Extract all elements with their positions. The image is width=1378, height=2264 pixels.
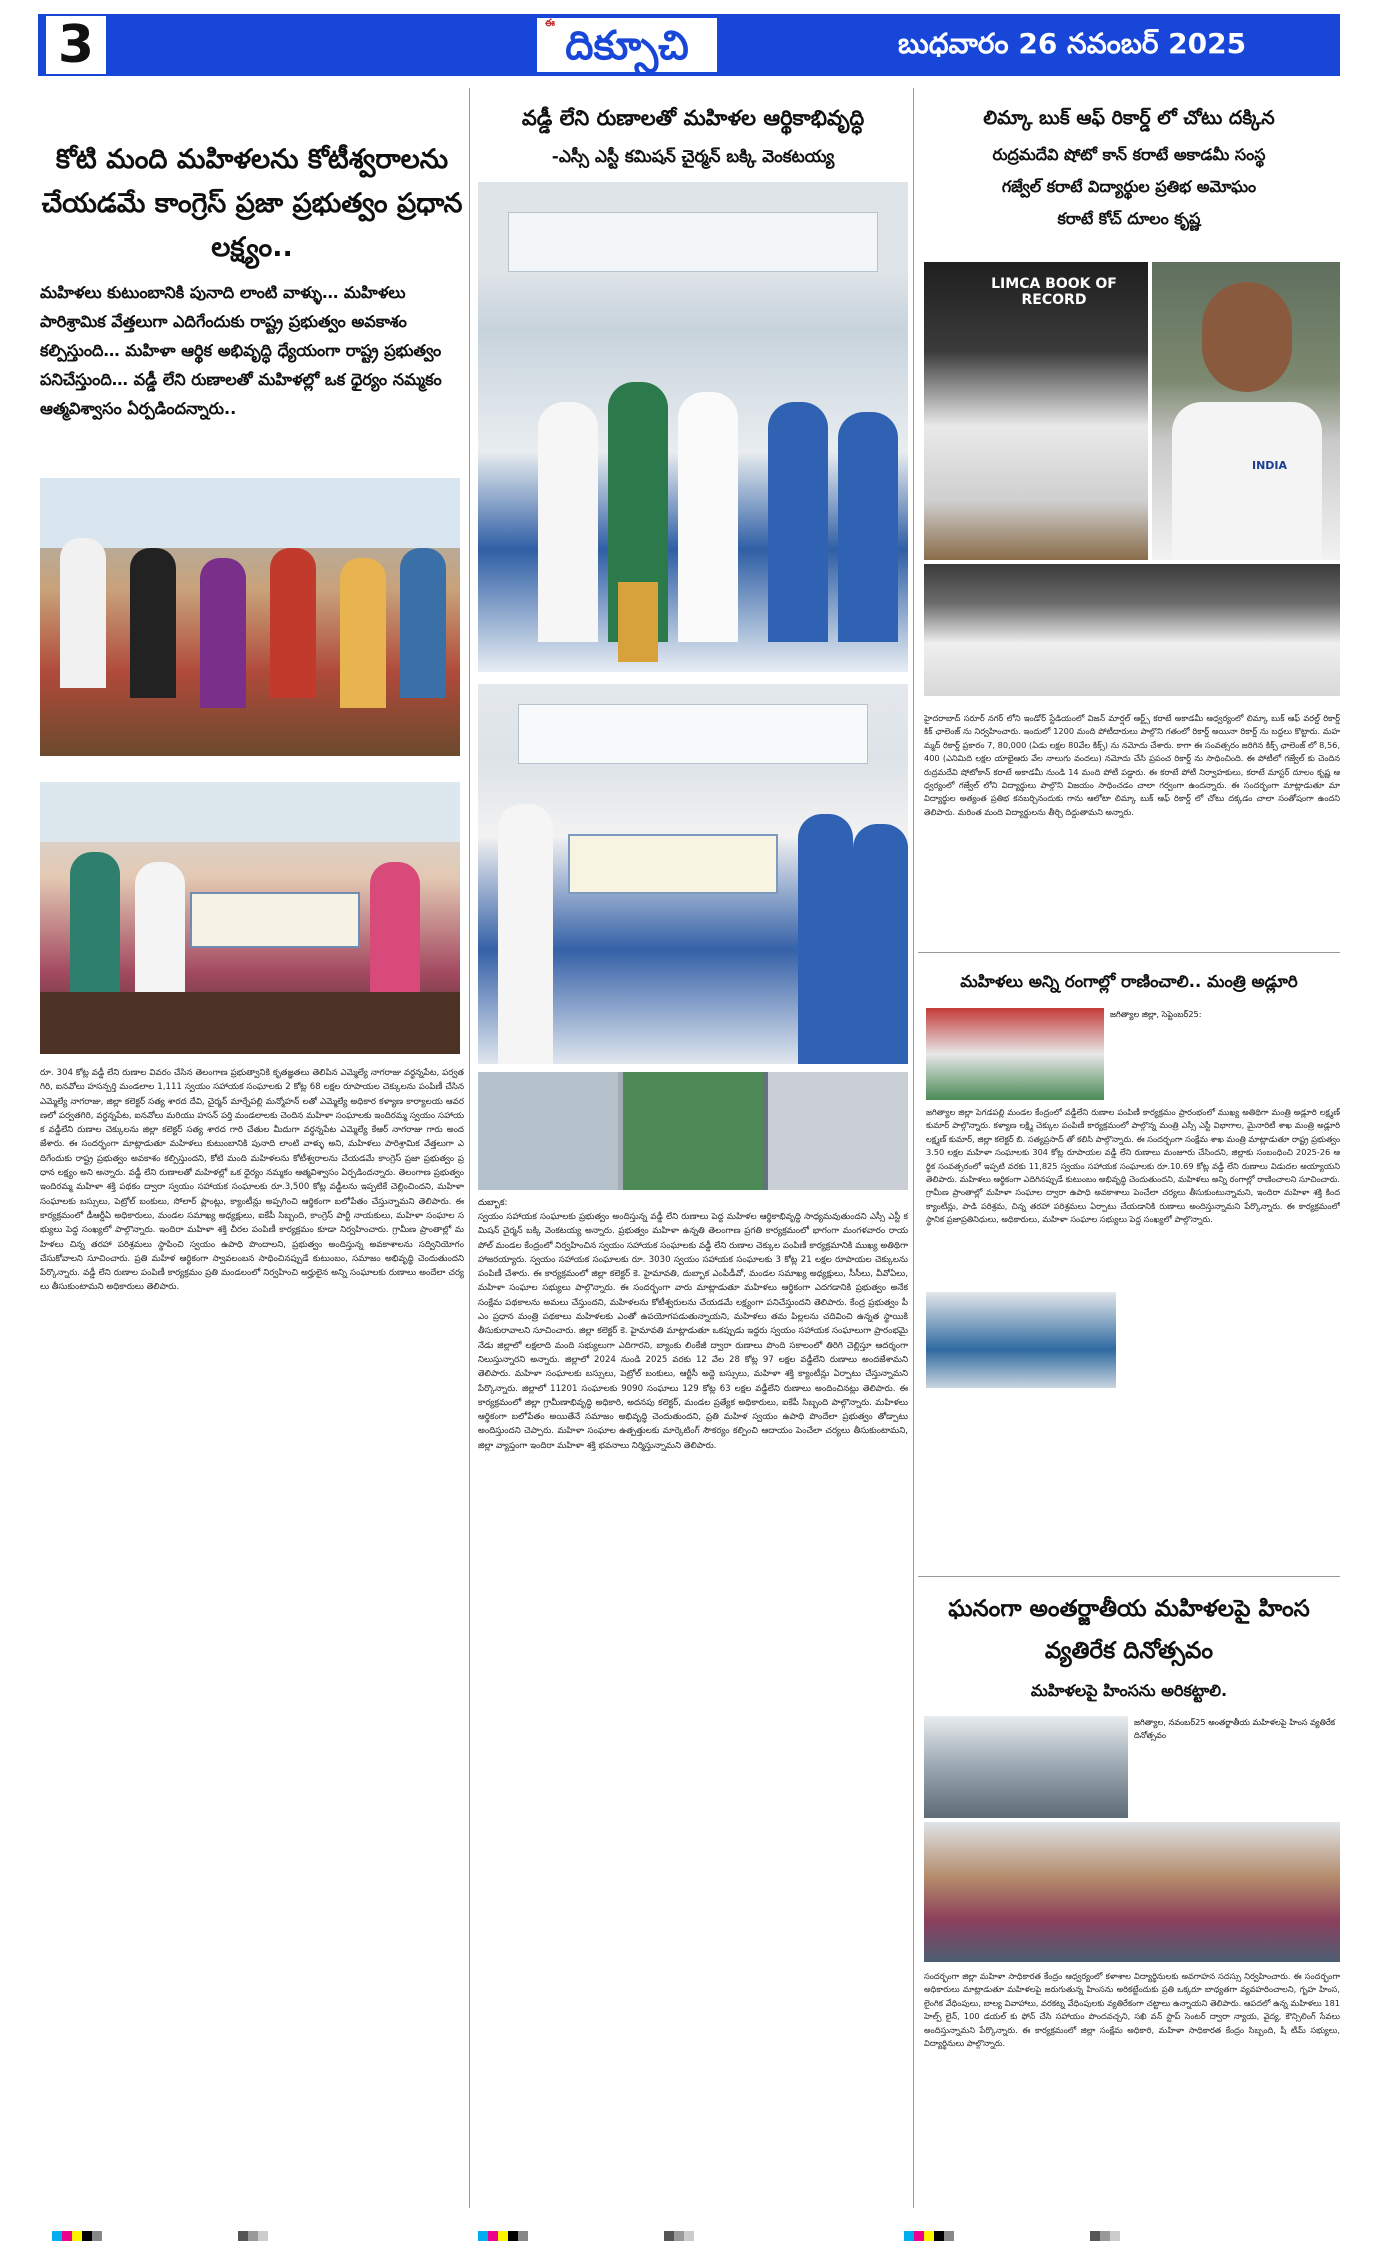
middle-headline: వడ్డీ లేని రుణాలతో మహిళల ఆర్థికాభివృద్ధి bbox=[521, 106, 865, 130]
photo-stage-banner bbox=[508, 212, 878, 272]
section-rule bbox=[918, 952, 1340, 953]
photo-stage-lamp-lighting bbox=[478, 182, 908, 672]
photo-lamp bbox=[618, 582, 658, 662]
newspaper-logo bbox=[535, 16, 719, 74]
photo-person bbox=[270, 548, 316, 698]
right-bottom-dateline: జగిత్యాల, నవంబర్25 అంతర్జాతీయ మహిళలపై హింస వ్యతిరేక దినోత్సవం bbox=[1134, 1717, 1336, 1741]
photo-person bbox=[498, 804, 553, 1064]
photo-stage-banner bbox=[518, 704, 868, 764]
color-registration-strip bbox=[478, 2226, 538, 2236]
photo-stage-cheque bbox=[478, 684, 908, 1064]
logo-small-text: ఈ bbox=[545, 18, 555, 29]
photo-person bbox=[853, 824, 908, 1064]
left-headline: కోటి మంది మహిళలను కోటీశ్వరాలను చేయడమే కాంగ్రెస్ ప్రజా ప్రభుత్వం ప్రధాన లక్ష్యం.. bbox=[41, 144, 463, 263]
photo-person bbox=[768, 402, 828, 642]
photo-person bbox=[678, 392, 738, 642]
photo-person bbox=[340, 558, 386, 708]
photo-banner-backdrop bbox=[40, 478, 460, 548]
grey-registration-mark bbox=[1090, 2226, 1150, 2236]
middle-subhead: -ఎస్సీ ఎస్టీ కమిషన్ చైర్మన్ బక్కి వెంకటయ్య bbox=[551, 147, 835, 167]
photo-big-cheque bbox=[568, 834, 778, 894]
right-bottom-article-body: సందర్భంగా జిల్లా మహిళా సాధికారత కేంద్రం ఆధ్వర్యంలో కళాశాల విద్యార్థినులకు అవగాహన సదస్సు నిర్వహించారు. ఈ సందర్భంగా అధికారులు మాట్లాడుతూ మహిళలపై జరుగుతున్న హింసను అరికట్టేందుకు ప్రతి ఒక్కరూ బాధ్యతగా వ్యవహరించాలని, గృహ హింస, లైంగిక వేధింపులు, బాల్య వివాహాలు, వరకట్న వేధింపులకు వ్యతిరేకంగా చట్టాలు ఉన్నాయని తెలిపారు. ఆపదలో ఉన్న మహిళలు 181 హెల్ప్ లైన్, 100 డయల్ కు ఫోన్ చేసి సహాయం పొందవచ్చని, సఖి వన్ స్టాప్ సెంటర్ ద్వారా న్యాయ, వైద్య, కౌన్సిలింగ్ సేవలు అందిస్తున్నామని పేర్కొన్నారు. ఈ కార్యక్రమంలో జిల్లా సంక్షేమ అధికారి, మహిళా సాధికారత కేంద్రం సిబ్బంది, షీ టీమ్ సభ్యులు, విద్యార్థినులు పాల్గొన్నారు. bbox=[924, 1971, 1340, 2049]
right-top-article-body: హైదరాబాద్ సరూర్ నగర్ లోని ఇండోర్ స్టేడియంలో విజన్ మార్షల్ ఆర్ట్స్ కరాటే అకాడమీ ఆధ్వర్యంలో లిమ్కా బుక్ ఆఫ్ వరల్డ్ రికార్డ్ కిక్ ఛాలెంజ్ ను నిర్వహించారు. ఇందులో 1200 మంది పోటీదారులు పాల్గొని గతంలో రికార్డ్ అయినా రికార్డ్ ను బద్దలు కొట్టారు. మహమ్మద్ రికార్డ్ ప్రకారం 7, 80,000 (ఏడు లక్షల 80వేల కిక్స్) ను నమోదు చేశారు. కాగా ఈ సంవత్సరం జరిగిన కిక్స్ ఛాలెంజ్ లో 8,56,400 (ఎనిమిది లక్షల యాభైఆరు వేల నాలుగు వందలు) నమోదు చేసి ప్రపంచ రికార్డ్ ను సాధించింది. ఈ పోటీలో గజ్వేల్ కు చెందిన రుద్రమదేవి షోటోకాన్ కరాటే అకాడమీ నుండి 14 మంది పోటీ పడ్డారు. ఈ కరాటే పోటీ నిర్వాహకులు, కరాటే మాస్టర్ దూలం కృష్ణ ఆధ్వర్యంలో గజ్వేల్ లోని విద్యార్థులు పాల్గొని విజయం సాధించడం చాలా గర్వంగా ఉందన్నారు. ఈ సందర్భంగా మాట్లాడుతూ మా విద్యార్థుల అత్యంత ప్రతిభ కనబర్చినందుకు గాను ఆలోటా లిమ్కా బుక్ ఆఫ్ రికార్డ్ లో చోటు దక్కడం చాలా సంతోషంగా ఉందని తెలిపారు. మరింత మంది విద్యార్థులను తీర్చి దిద్దుతామని అన్నారు. bbox=[924, 713, 1340, 817]
photo-big-cheque bbox=[190, 892, 360, 948]
middle-dateline: దుబ్బాక: bbox=[478, 1198, 508, 1208]
photo-speaker bbox=[623, 1072, 763, 1190]
photo-cheque-distribution bbox=[40, 782, 460, 1054]
photo-person bbox=[538, 402, 598, 642]
right-top-headline: లిమ్కా బుక్ ఆఫ్ రికార్డ్ లో చోటు దక్కిన bbox=[983, 107, 1275, 129]
color-registration-strip bbox=[52, 2226, 112, 2236]
middle-article-body: స్వయం సహాయక సంఘాలకు ప్రభుత్వం అందిస్తున్న వడ్డీ లేని రుణాలు పెద్ద మహిళల ఆర్థికాభివృద్ధి సాధ్యమవుతుందని ఎస్సీ ఎస్టీ కమిషన్ చైర్మన్ బక్కి వెంకటయ్య అన్నారు. ప్రభుత్వం మహిళా ఉన్నతి తెలంగాణ ప్రగతి కార్యక్రమంలో భాగంగా మంగళవారం రాయపోల్ మండల కేంద్రంలో నిర్వహించిన స్వయం సహాయక సంఘాలకు వడ్డీ లేని రుణాల చెక్కుల పంపిణీ కార్యక్రమానికి ముఖ్య అతిథిగా హాజరయ్యారు. స్వయం సహాయక సంఘాలకు రూ. 3030 స్వయం సహాయక సంఘాలకు 3 కోట్ల 21 లక్షల రూపాయల చెక్కులను పంపిణీ చేశారు. ఈ కార్యక్రమంలో జిల్లా కలెక్టర్ కె. హైమావతి, దుబ్బాక ఎంపీడీవో, మండల సమాఖ్య అధ్యక్షులు, సీసీలు, వీవోఏలు, మహిళా సంఘాల సభ్యులు పాల్గొన్నారు. ఈ సందర్భంగా వారు మాట్లాడుతూ మహిళలు ఆర్థికంగా ఎదగడానికి ప్రభుత్వం అనేక సంక్షేమ పథకాలను అమలు చేస్తుందని, మహిళలను కోటీశ్వరులను చేయడమే లక్ష్యంగా పనిచేస్తుందని తెలిపారు. కేంద్ర ప్రభుత్వం పీ ఎం ప్రధాన మంత్రి పథకాలు మహిళలకు ఎంతో ఉపయోగపడుతున్నాయని, మహిళలు తమ పిల్లలను చదివించి ఉన్నత స్థాయికి తీసుకురావాలని సూచించారు. జిల్లా కలెక్టర్ కె. హైమావతి మాట్లాడుతూ ఒకప్పుడు ఇద్దరు స్వయం సహాయక సంఘాలుగా ప్రారంభమై నేడు జిల్లాలో లక్షలాది మంది సభ్యులుగా ఎదిగారని, బ్యాంకు లింకేజీ ద్వారా రుణాలు పొంది సకాలంలో తిరిగి చెల్లిస్తూ ఆదర్శంగా నిలుస్తున్నారని అన్నారు. జిల్లాలో 2024 నుండి 2025 వరకు 12 వేల 28 కోట్ల 97 లక్షల వడ్డీలేని రుణాలు అందజేశామని తెలిపారు. మహిళా సంఘాలకు బస్సులు, పెట్రోల్ బంకులు, ఆర్టీసీ అద్దె బస్సులు, మహిళా శక్తి క్యాంటీన్లు ఏర్పాటు చేస్తున్నామని పేర్కొన్నారు. జిల్లాలో 11201 సంఘాలకు 9090 సంఘాలు 129 కోట్ల 63 లక్షల వడ్డీలేని రుణాలు అందించినట్లు తెలిపారు. ఈ కార్యక్రమంలో జిల్లా గ్రామీణాభివృద్ధి అధికారి, అదనపు కలెక్టర్, మండల ప్రత్యేక అధికారులు, ఐకేపీ సిబ్బంది పాల్గొన్నారు. మహిళలు ఆర్థికంగా బలోపేతం అయితేనే సమాజం అభివృద్ధి చెందుతుందని, ప్రతి మహిళ స్వయం ఉపాధి పొందేలా ప్రభుత్వం తోడ్పాటు అందిస్తుందని చెప్పారు. మహిళా సంఘాల ఉత్పత్తులకు మార్కెటింగ్ సౌకర్యం కల్పించి ఆదాయం పెంచేలా చర్యలు తీసుకుంటామని, జిల్లా వ్యాప్తంగా ఇందిరా మహిళా శక్తి భవనాలు నిర్మిస్తున్నామని తెలిపారు. bbox=[478, 1212, 908, 1451]
photo-karate-mass-event bbox=[924, 564, 1340, 696]
color-registration-strip bbox=[904, 2226, 964, 2236]
photo-lamp-lighting-ceremony bbox=[40, 478, 460, 756]
issue-date: బుధవారం 26 నవంబర్ 2025 bbox=[898, 27, 1247, 60]
photo-person bbox=[200, 558, 246, 708]
photo-banner-text: LIMCA BOOK OF RECORD bbox=[991, 276, 1117, 308]
column-rule bbox=[469, 88, 470, 2208]
right-top-subhead-2: గజ్వేల్ కరాటే విద్యార్థుల ప్రతిభ అమోఘం bbox=[1001, 177, 1257, 196]
photo-speaker bbox=[768, 1072, 908, 1190]
photo-awareness-meeting bbox=[924, 1716, 1128, 1818]
photo-person bbox=[798, 814, 853, 1064]
photo-person bbox=[400, 548, 446, 698]
masthead bbox=[38, 14, 1340, 76]
right-mid-dateline: జగిత్యాల జిల్లా, సెప్టెంబర్25: bbox=[1110, 1009, 1202, 1019]
right-bottom-subhead: మహిళలపై హింసను అరికట్టాలి. bbox=[1030, 1681, 1228, 1700]
photo-coach-shirt bbox=[1172, 402, 1322, 560]
photo-students-audience bbox=[924, 1822, 1340, 1962]
left-subhead: మహిళలు కుటుంబానికి పునాది లాంటి వాళ్ళు… మహిళలు పారిశ్రామిక వేత్తలుగా ఎదిగేందుకు రాష్ట్ర ప్రభుత్వం అవకాశం కల్పిస్తుంది… మహిళా ఆర్థిక అభివృద్ధి ధ్యేయంగా రాష్ట్ర ప్రభుత్వం పనిచేస్తుంది… వడ్డీ లేని రుణాలతో మహిళల్లో ఒక ధైర్యం నమ్మకం ఆత్మవిశ్వాసం ఏర్పడిందన్నారు.. bbox=[40, 283, 442, 418]
photo-speaker bbox=[478, 1072, 618, 1190]
photo-shirt-text: INDIA bbox=[1252, 459, 1288, 472]
section-rule bbox=[918, 1576, 1340, 1577]
left-article-body: రూ. 304 కోట్ల వడ్డీ లేని రుణాల వివరం చేసిన తెలంగాణ ప్రభుత్వానికి కృతజ్ఞతలు తెలిపిన ఎమ్మెల్యే నాగరాజు వర్ధన్నపేట, పర్వతగిరి, ఐనవోలు హసన్పర్తి మండలాల 1,111 స్వయం సహాయక సంఘాలకు 2 కోట్ల 68 లక్షల రూపాయల చెక్కులను పంపిణీ చేసిన ఎమ్మెల్యే నాగరాజు, జిల్లా కలెక్టర్ సత్య శారద దేవి, చైర్మన్ మార్నేపల్లి మన్మోహన్ లతో ఎమ్మెల్యే అధికార కళ్యాణ కార్యాలయ ఆవరణలో పర్వతగిరి, వర్ధన్నపేట, ఐనవోలు మరియు హసన్ పర్తి మండలాలకు చెందిన మహిళా సంఘాలకు ఇందిరమ్మ స్వయం సహాయక వడ్డీలేని రుణాల చెక్కులను జిల్లా కలెక్టర్ సత్య శారద గారి చేతుల మీదుగా వర్ధన్నపేట ఎమ్మెల్యే కేఆర్ నాగరాజు గారు అందజేశారు. ఈ సందర్భంగా మాట్లాడుతూ మహిళలు కుటుంబానికి పునాది లాంటి వాళ్ళు అని, మహిళలు పారిశ్రామిక వేత్తలుగా ఎదిగేందుకు రాష్ట్ర ప్రభుత్వం అవకాశం కల్పిస్తుందని, కోటి మంది మహిళలను కోటీశ్వరాలను చేయడమే కాంగ్రెస్ ప్రజా ప్రభుత్వం ప్రధాన లక్ష్యం అని అన్నారు. వడ్డీ లేని రుణాలతో మహిళల్లో ఒక ధైర్యం నమ్మకం ఆత్మవిశ్వాసం ఏర్పడిందన్నారు. తెలంగాణ ప్రభుత్వం ఇందిరమ్మ మహిళా శక్తి పథకం ద్వారా స్వయం సహాయక సంఘాలకు రూ.3,500 కోట్ల వడ్డీలను ఇప్పటికే చెల్లించిందని, మహిళా సంఘాలకు బస్సులు, పెట్రోల్ బంకులు, సోలార్ ప్లాంట్లు, క్యాంటీన్లు అప్పగించి ఆర్థికంగా బలోపేతం చేస్తున్నామని తెలిపారు. ఈ కార్యక్రమంలో డీఆర్డీఏ అధికారులు, మండల సమాఖ్య అధ్యక్షులు, ఐకేపీ సిబ్బంది, కాంగ్రెస్ పార్టీ నాయకులు, మహిళా సంఘాల సభ్యులు పెద్ద సంఖ్యలో పాల్గొన్నారు. ఇందిరా మహిళా శక్తి చీరల పంపిణీ కార్యక్రమం కూడా నిర్వహించారు. గ్రామీణ ప్రాంతాల్లో మహిళలు చిన్న తరహా పరిశ్రమలు స్థాపించి స్వయం ఉపాధి పొందాలని, ప్రభుత్వం అందిస్తున్న అవకాశాలను సద్వినియోగం చేసుకోవాలని సూచించారు. ప్రతి మహిళ ఆర్థికంగా స్వావలంబన సాధించినప్పుడే కుటుంబం, సమాజం అభివృద్ధి చెందుతుందని పేర్కొన్నారు. వడ్డీ లేని రుణాల పంపిణీ కార్యక్రమం ప్రతి మండలంలో నిర్వహించి అర్హులైన అన్ని సంఘాలకు రుణాలు అందేలా చర్యలు తీసుకుంటామని అధికారులు తెలిపారు. bbox=[40, 1068, 464, 1293]
photo-speakers-strip bbox=[478, 1072, 908, 1190]
right-mid-headline: మహిళలు అన్ని రంగాల్లో రాణించాలి.. మంత్రి అడ్లూరి bbox=[960, 972, 1298, 991]
page-number: 3 bbox=[46, 16, 106, 74]
right-top-subhead-1: రుద్రమదేవి షోటో కాన్ కరాటే అకాడమీ సంస్థ bbox=[992, 145, 1266, 164]
right-mid-article-body: జగిత్యాల జిల్లా పెగడపల్లి మండల కేంద్రంలో వడ్డీలేని రుణాల పంపిణీ కార్యక్రమం ప్రారంభంలో ముఖ్య అతిథిగా మంత్రి అడ్లూరి లక్ష్మణ్ కుమార్ పాల్గొన్నారు. కళ్యాణ లక్ష్మి చెక్కుల పంపిణీ కార్యక్రమంలో పాల్గొన్న మంత్రి ఎస్సీ ఎస్టీ విభాగాల, మైనారిటీ శాఖ మంత్రి అడ్లూరి లక్ష్మణ్ కుమార్, జిల్లా కలెక్టర్ బి. సత్యప్రసాద్ తో కలిసి పాల్గొన్నారు. ఈ సందర్భంగా సంక్షేమ శాఖ మంత్రి మాట్లాడుతూ రాష్ట్ర ప్రభుత్వం 3.50 లక్షల మహిళా సంఘాలకు 304 కోట్ల రూపాయల వడ్డీ లేని రుణాలు మంజూరు చేసిందని, జిల్లాకు సంబంధించి 2025-26 ఆర్థిక సంవత్సరంలో ఇప్పటి వరకు 11,825 స్వయం సహాయక సంఘాలకు రూ.10.69 కోట్ల వడ్డీ లేని రుణాలు విడుదల అయ్యాయని తెలిపారు. మహిళలు ఆర్థికంగా ఎదిగినప్పుడే కుటుంబం అభివృద్ధి చెందుతుందని, మహిళలు అన్ని రంగాల్లో రాణించాలని సూచించారు. గ్రామీణ ప్రాంతాల్లో మహిళా సంఘాల ద్వారా ఉపాధి అవకాశాలు పెంచేలా చర్యలు తీసుకుంటున్నామని, ఇందిరా మహిళా శక్తి కింద క్యాంటీన్లు, పాడి పరిశ్రమ, చిన్న తరహా పరిశ్రమలు ఏర్పాటు చేయడానికి రుణాలు అందిస్తున్నామని పేర్కొన్నారు. ఈ కార్యక్రమంలో స్థానిక ప్రజాప్రతినిధులు, అధికారులు, మహిళా సంఘాల సభ్యులు పెద్ద సంఖ్యలో పాల్గొన్నారు. bbox=[926, 1107, 1340, 1225]
photo-minister-speaking bbox=[926, 1008, 1104, 1100]
photo-person bbox=[60, 538, 106, 688]
right-bottom-headline: ఘనంగా అంతర్జాతీయ మహిళలపై హింస వ్యతిరేక దినోత్సవం bbox=[948, 1596, 1310, 1664]
photo-person bbox=[838, 412, 898, 642]
column-rule bbox=[913, 88, 914, 2208]
photo-women-group bbox=[926, 1292, 1116, 1388]
grey-registration-mark bbox=[238, 2226, 298, 2236]
photo-karate-students-banner bbox=[924, 262, 1148, 560]
photo-coach-face bbox=[1202, 282, 1292, 392]
photo-banner-backdrop bbox=[40, 782, 460, 842]
photo-karate-coach-portrait bbox=[1152, 262, 1340, 560]
photo-person bbox=[130, 548, 176, 698]
logo-text: దిక్సూచి bbox=[565, 23, 689, 69]
right-top-subhead-3: కరాటే కోచ్ దూలం కృష్ణ bbox=[1057, 209, 1201, 228]
photo-crowd bbox=[40, 992, 460, 1054]
grey-registration-mark bbox=[664, 2226, 724, 2236]
